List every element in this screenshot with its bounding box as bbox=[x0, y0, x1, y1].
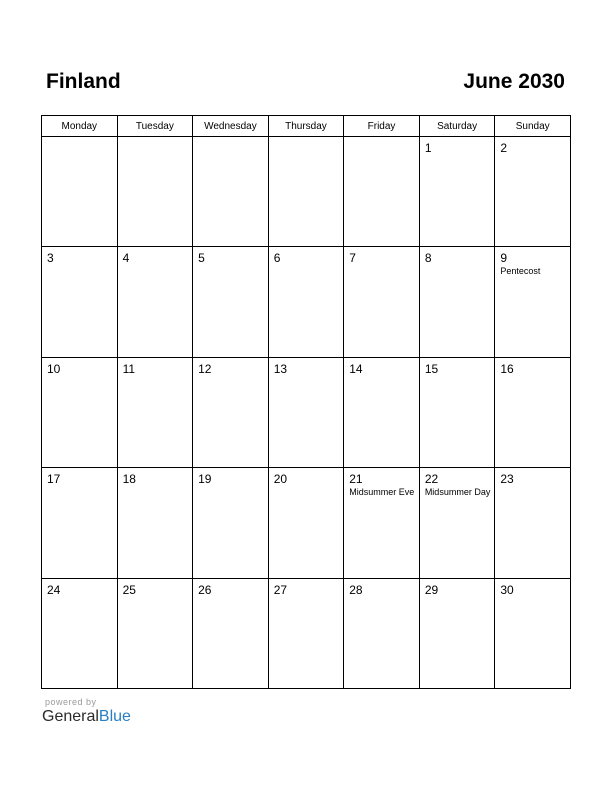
day-number: 1 bbox=[424, 141, 432, 155]
generalblue-logo[interactable] bbox=[42, 708, 131, 726]
day-number: 10 bbox=[47, 361, 61, 376]
day-number: 16 bbox=[500, 361, 514, 376]
week-row-2 bbox=[42, 247, 571, 357]
week-row-4 bbox=[42, 468, 571, 578]
day-cell bbox=[495, 247, 571, 357]
weekday-friday: Friday bbox=[344, 116, 420, 137]
week-row-5 bbox=[42, 578, 571, 688]
day-cell bbox=[344, 468, 420, 578]
logo-text-general: General bbox=[42, 708, 99, 725]
day-number: 15 bbox=[424, 361, 439, 376]
day-cell bbox=[344, 357, 420, 467]
day-number: 21 bbox=[349, 472, 363, 487]
day-number: 26 bbox=[198, 582, 212, 597]
day-cell bbox=[193, 468, 269, 578]
day-cell bbox=[268, 468, 344, 578]
day-cell bbox=[419, 137, 495, 247]
day-cell bbox=[193, 137, 269, 247]
day-cell bbox=[268, 247, 344, 357]
weekday-thursday: Thursday bbox=[268, 116, 344, 137]
day-cell bbox=[42, 247, 118, 357]
calendar-grid bbox=[41, 115, 571, 689]
day-cell bbox=[495, 137, 571, 247]
day-cell bbox=[268, 578, 344, 688]
day-cell bbox=[117, 578, 193, 688]
day-number: 20 bbox=[273, 472, 288, 487]
weekday-tuesday: Tuesday bbox=[117, 116, 193, 137]
day-cell bbox=[42, 578, 118, 688]
day-number: 4 bbox=[122, 251, 130, 266]
day-cell bbox=[495, 357, 571, 467]
weekday-header-row bbox=[42, 116, 571, 137]
day-number: 6 bbox=[273, 251, 281, 266]
day-cell bbox=[268, 137, 344, 247]
day-cell bbox=[193, 357, 269, 467]
day-number: 22 bbox=[424, 472, 439, 487]
country-title: Finland bbox=[46, 70, 121, 93]
holiday-label: Midsummer Eve bbox=[349, 487, 415, 498]
day-cell bbox=[42, 357, 118, 467]
day-number: 14 bbox=[349, 361, 363, 376]
day-cell bbox=[42, 468, 118, 578]
day-cell bbox=[419, 468, 495, 578]
weekday-wednesday: Wednesday bbox=[193, 116, 269, 137]
day-number: 2 bbox=[500, 141, 508, 155]
day-cell bbox=[495, 578, 571, 688]
day-cell bbox=[117, 357, 193, 467]
day-number: 13 bbox=[273, 361, 288, 376]
day-cell bbox=[268, 357, 344, 467]
day-number: 3 bbox=[47, 251, 54, 266]
day-number: 25 bbox=[122, 582, 136, 597]
logo-text-blue: Blue bbox=[98, 708, 131, 725]
day-number: 28 bbox=[349, 582, 363, 597]
day-cell bbox=[117, 247, 193, 357]
day-number: 27 bbox=[273, 582, 288, 597]
powered-by-text: powered by bbox=[45, 697, 97, 707]
day-cell bbox=[419, 357, 495, 467]
day-number: 30 bbox=[500, 582, 514, 597]
day-number: 18 bbox=[122, 472, 136, 487]
day-cell bbox=[42, 137, 118, 247]
day-cell bbox=[117, 137, 193, 247]
day-cell bbox=[193, 247, 269, 357]
day-number: 11 bbox=[122, 361, 136, 376]
day-cell bbox=[344, 137, 420, 247]
day-number: 8 bbox=[424, 251, 432, 266]
day-number: 17 bbox=[47, 472, 61, 487]
day-number: 9 bbox=[500, 251, 508, 266]
day-cell bbox=[117, 468, 193, 578]
week-row-1 bbox=[42, 137, 571, 247]
day-cell bbox=[193, 578, 269, 688]
day-cell bbox=[495, 468, 571, 578]
day-cell bbox=[344, 578, 420, 688]
day-number: 19 bbox=[198, 472, 212, 487]
day-number: 5 bbox=[198, 251, 205, 266]
day-cell bbox=[419, 247, 495, 357]
day-number: 12 bbox=[198, 361, 212, 376]
day-number: 29 bbox=[424, 582, 439, 597]
weekday-monday: Monday bbox=[42, 116, 118, 137]
holiday-label: Midsummer Day bbox=[424, 487, 491, 498]
week-row-3 bbox=[42, 357, 571, 467]
day-cell bbox=[344, 247, 420, 357]
month-year-title: June 2030 bbox=[463, 70, 565, 93]
weekday-sunday: Sunday bbox=[495, 116, 571, 137]
day-cell bbox=[419, 578, 495, 688]
holiday-label: Pentecost bbox=[500, 266, 541, 277]
day-number: 7 bbox=[349, 251, 356, 266]
weekday-saturday: Saturday bbox=[419, 116, 495, 137]
day-number: 23 bbox=[500, 472, 514, 487]
day-number: 24 bbox=[47, 582, 61, 597]
